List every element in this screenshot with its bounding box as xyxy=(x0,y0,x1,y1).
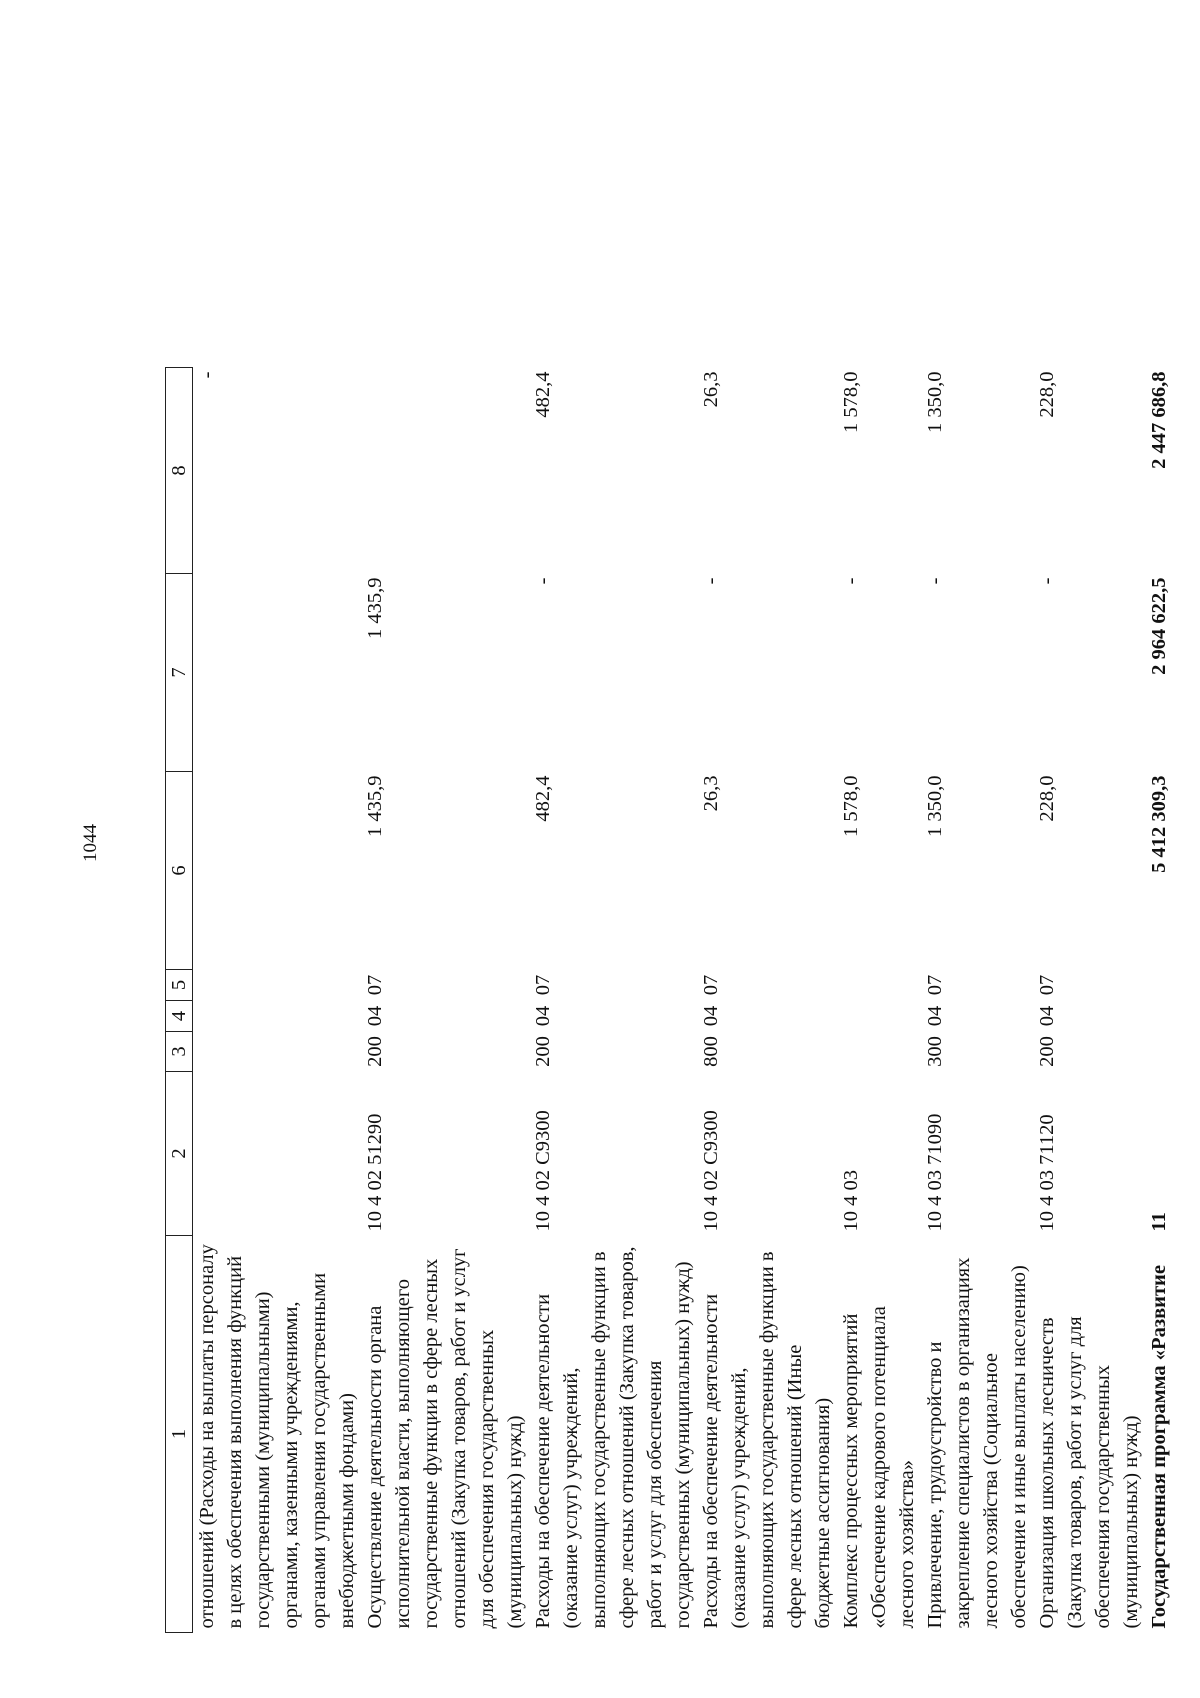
row-c8: 1 578,0 xyxy=(840,371,862,433)
row-c5: 07 xyxy=(1036,974,1058,996)
table-row xyxy=(193,368,362,1633)
row-name: Расходы на обеспечение деятельности (оказание услуг) учреждений, выполняющих государственные функции в сфере лесных отношений (Иные бюджетные ассигнования) xyxy=(700,1251,834,1629)
table-row xyxy=(837,368,921,1633)
row-c4: 04 xyxy=(364,1005,386,1027)
row-c6 xyxy=(193,772,362,970)
row-c5: 07 xyxy=(364,974,386,996)
header-cell: 7 xyxy=(166,574,193,772)
table-row-total xyxy=(1145,368,1173,1633)
row-code: 10 4 02 С9300 xyxy=(532,1110,554,1232)
row-c6: 1 578,0 xyxy=(840,775,862,837)
header-cell: 3 xyxy=(166,1032,193,1072)
header-row xyxy=(166,368,193,1633)
row-c7: 2 964 622,5 xyxy=(1148,577,1170,675)
row-c4: 04 xyxy=(700,1005,722,1027)
row-c5: 07 xyxy=(532,974,554,996)
row-name: Осуществление деятельности органа исполнительной власти, выполняющего государственные функции в сфере лесных отношений (Закупка товаров, работ и услуг для обеспечения государственных (муниципальных) нужд) xyxy=(364,1248,526,1629)
header-cell: 6 xyxy=(166,772,193,970)
row-code: 11 xyxy=(1148,1212,1170,1232)
row-c7: - xyxy=(700,577,722,585)
row-c4 xyxy=(1145,1001,1173,1032)
row-c4 xyxy=(193,1001,362,1032)
row-c4: 04 xyxy=(532,1005,554,1027)
row-c5 xyxy=(837,970,921,1001)
row-c5 xyxy=(1145,970,1173,1001)
row-c3: 300 xyxy=(924,1036,946,1067)
row-c4 xyxy=(837,1001,921,1032)
table-row xyxy=(361,368,529,1633)
header-cell: 2 xyxy=(166,1072,193,1236)
row-c8: - xyxy=(196,371,218,379)
table-row xyxy=(1033,368,1145,1633)
row-c8 xyxy=(361,368,529,574)
row-name: Организация школьных лесничеств (Закупка товаров, работ и услуг для обеспечения государственных (муниципальных) нужд) xyxy=(1036,1316,1142,1629)
row-c3: 200 xyxy=(532,1036,554,1067)
row-c8: 1 350,0 xyxy=(924,371,946,433)
row-c7 xyxy=(193,574,362,772)
row-c3: 800 xyxy=(700,1036,722,1067)
table-row xyxy=(921,368,1033,1633)
row-name: Государственная программа «Развитие xyxy=(1148,1265,1170,1629)
row-c8: 26,3 xyxy=(700,371,722,408)
row-c7: - xyxy=(532,577,554,585)
row-c3: 200 xyxy=(364,1036,386,1067)
row-c8: 482,4 xyxy=(532,371,554,418)
header-cell: 5 xyxy=(166,970,193,1001)
budget-table xyxy=(165,367,1173,1633)
row-c6: 228,0 xyxy=(1036,775,1058,822)
row-c3: 200 xyxy=(1036,1036,1058,1067)
row-c8: 2 447 686,8 xyxy=(1148,371,1170,469)
row-c3 xyxy=(193,1032,362,1072)
row-c5: 07 xyxy=(700,974,722,996)
row-code: 10 4 02 С9300 xyxy=(700,1110,722,1232)
table-row xyxy=(529,368,697,1633)
header-cell: 8 xyxy=(166,368,193,574)
header-cell: 1 xyxy=(166,1236,193,1633)
row-code: 10 4 03 xyxy=(840,1170,862,1232)
row-c6: 1 350,0 xyxy=(924,775,946,837)
row-code xyxy=(193,1072,362,1236)
row-c3 xyxy=(837,1032,921,1072)
row-c8: 228,0 xyxy=(1036,371,1058,418)
row-name: Комплекс процессных мероприятий «Обеспечение кадрового потенциала лесного хозяйства» xyxy=(840,1306,918,1629)
header-cell: 4 xyxy=(166,1001,193,1032)
row-c5 xyxy=(193,970,362,1001)
row-c6: 482,4 xyxy=(532,775,554,822)
row-c4: 04 xyxy=(1036,1005,1058,1027)
row-c6: 26,3 xyxy=(700,775,722,812)
row-c7: - xyxy=(1036,577,1058,585)
row-code: 10 4 02 51290 xyxy=(364,1113,386,1232)
page-number: 1044 xyxy=(80,824,101,862)
table-row xyxy=(697,368,837,1633)
row-c7: 1 435,9 xyxy=(364,577,386,639)
row-c4: 04 xyxy=(924,1005,946,1027)
row-c5: 07 xyxy=(924,974,946,996)
row-c3 xyxy=(1145,1032,1173,1072)
row-name: отношений (Расходы на выплаты персоналу в целях обеспечения выполнения функций государственными (муниципальными) органами, казенными учреждениями, органами управления государственными внебюджетными фондами) xyxy=(196,1244,358,1629)
row-c6: 1 435,9 xyxy=(364,775,386,837)
row-name: Расходы на обеспечение деятельности (оказание услуг) учреждений, выполняющих государственные функции в сфере лесных отношений (Закупка товаров, работ и услуг для обеспечения государственных (муниципальных) нужд) xyxy=(532,1246,694,1629)
row-c7: - xyxy=(924,577,946,585)
row-code: 10 4 03 71090 xyxy=(924,1113,946,1232)
row-name: Привлечение, трудоустройство и закрепление специалистов в организациях лесного хозяйства (Социальное обеспечение и иные выплаты населению) xyxy=(924,1257,1030,1629)
row-c6: 5 412 309,3 xyxy=(1148,775,1170,873)
row-code: 10 4 03 71120 xyxy=(1036,1114,1058,1232)
row-c7: - xyxy=(840,577,862,585)
